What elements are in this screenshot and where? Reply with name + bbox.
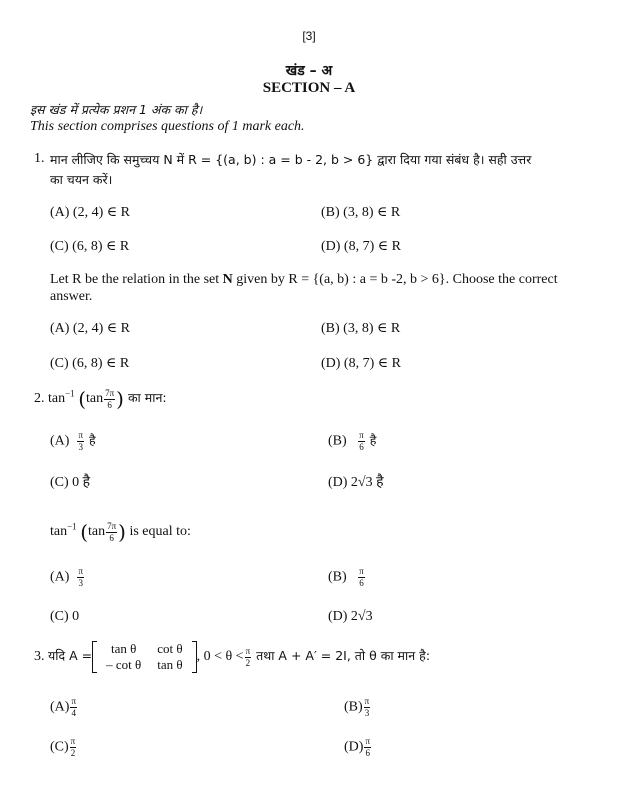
q1-en-set-n: N bbox=[222, 272, 233, 287]
q1-hi-option-d: (D) (8, 7) ∈ R bbox=[321, 239, 401, 254]
q2-en-option-b: (B) $\frac{\pi}{6}$ bbox=[328, 566, 364, 588]
q1-hi-option-c: (C) (6, 8) ∈ R bbox=[50, 239, 130, 254]
q1-english-line1 bbox=[50, 272, 558, 288]
section-title-hindi: खंड – अ bbox=[285, 63, 333, 79]
q2-en-option-a: (A) $\frac{\pi}{3}$ bbox=[50, 566, 83, 588]
q1-en-option-c: (C) (6, 8) ∈ R bbox=[50, 356, 130, 371]
q3-condition: , 0 < θ < bbox=[196, 649, 244, 665]
q2-en-fraction: $\frac{7\pi}{6}$ bbox=[107, 520, 117, 543]
q3-option-c: (C) $\frac{\pi}{2}$ bbox=[50, 736, 76, 758]
q2-fraction: $\frac{7\pi}{6}$ bbox=[105, 387, 115, 410]
q2-inverse-exponent: −1 bbox=[65, 388, 75, 399]
q2-tan-inverse: tan bbox=[48, 391, 66, 407]
q1-en-text-a: Let R be the relation in the set bbox=[50, 272, 223, 287]
q1-english-line2: answer. bbox=[50, 289, 93, 304]
q1-en-option-d: (D) (8, 7) ∈ R bbox=[321, 356, 401, 371]
q3-option-a: (A) $\frac{\pi}{4}$ bbox=[50, 696, 76, 718]
matrix-cell: cot θ bbox=[157, 641, 183, 656]
q1-hindi-line2: का चयन करें। bbox=[50, 172, 113, 187]
question-2-english: $\tan^{-1} (\tan$ $\frac{7\pi}{6}$ ) is equal to: bbox=[50, 520, 191, 544]
q2-english-tail: is equal to: bbox=[125, 524, 191, 540]
q2-en-option-c: (C) 0 bbox=[50, 609, 80, 624]
q2-en-inverse-exponent: −1 bbox=[67, 521, 77, 532]
q3-matrix bbox=[92, 641, 196, 673]
q1-hi-option-a: (A) (2, 4) ∈ R bbox=[50, 205, 130, 220]
q3-option-d: (D) $\frac{\pi}{6}$ bbox=[344, 736, 370, 758]
q1-en-option-a: (A) (2, 4) ∈ R bbox=[50, 321, 130, 336]
intro-english: This section comprises questions of 1 mark each. bbox=[30, 119, 305, 134]
q2-en-option-d: (D) 2√3 bbox=[328, 609, 373, 624]
q2-hi-option-d: (D) 2√3 है bbox=[328, 475, 384, 490]
q2-en-tan-inverse: tan bbox=[50, 524, 68, 540]
q3-prefix: यदि A = bbox=[48, 648, 93, 664]
question-2-hindi: 2. $\tan^{-1} (\tan$ $\frac{7\pi}{6}$ ) का मान: bbox=[34, 387, 167, 411]
q1-hi-option-b: (B) (3, 8) ∈ R bbox=[321, 205, 401, 220]
q2-hi-option-a: (A) $\frac{\pi}{3}$ है bbox=[50, 430, 96, 452]
matrix-cell: tan θ bbox=[110, 641, 137, 656]
q1-hindi-line1: मान लीजिए कि समुच्चय N में R = {(a, b) : a = b - 2, b > 6} द्वारा दिया गया संबंध है। सही उत्तर bbox=[50, 152, 532, 167]
question-number-2: 2. bbox=[34, 391, 45, 407]
q1-en-option-b: (B) (3, 8) ∈ R bbox=[321, 321, 401, 336]
q2-hi-option-b: (B) $\frac{\pi}{6}$ है bbox=[328, 430, 377, 452]
matrix-cell: tan θ bbox=[157, 657, 183, 672]
q2-hindi-tail: का मान: bbox=[123, 390, 167, 406]
q1-en-text-c: given by R = {(a, b) : a = b -2, b > 6}. Choose the correct bbox=[232, 272, 558, 287]
question-number-3: 3. bbox=[34, 649, 45, 665]
q2-tan: tan bbox=[86, 391, 104, 407]
q3-option-b: (B) $\frac{\pi}{3}$ bbox=[344, 696, 370, 718]
question-3 bbox=[34, 641, 430, 673]
q2-hi-option-c: (C) 0 है bbox=[50, 475, 91, 490]
section-title-english: SECTION – A bbox=[262, 80, 356, 96]
q3-cond-fraction: $\frac{\pi}{2}$ bbox=[245, 645, 251, 668]
question-number-1: 1. bbox=[34, 151, 45, 166]
q3-hindi-tail: तथा A + A′ = 2I, तो θ का मान है: bbox=[252, 648, 431, 664]
matrix-cell: – cot θ bbox=[106, 657, 142, 672]
q2-en-tan: tan bbox=[88, 524, 106, 540]
page-number: [3] bbox=[302, 29, 316, 43]
intro-hindi: इस खंड में प्रत्येक प्रशन 1 अंक का है। bbox=[30, 102, 203, 117]
